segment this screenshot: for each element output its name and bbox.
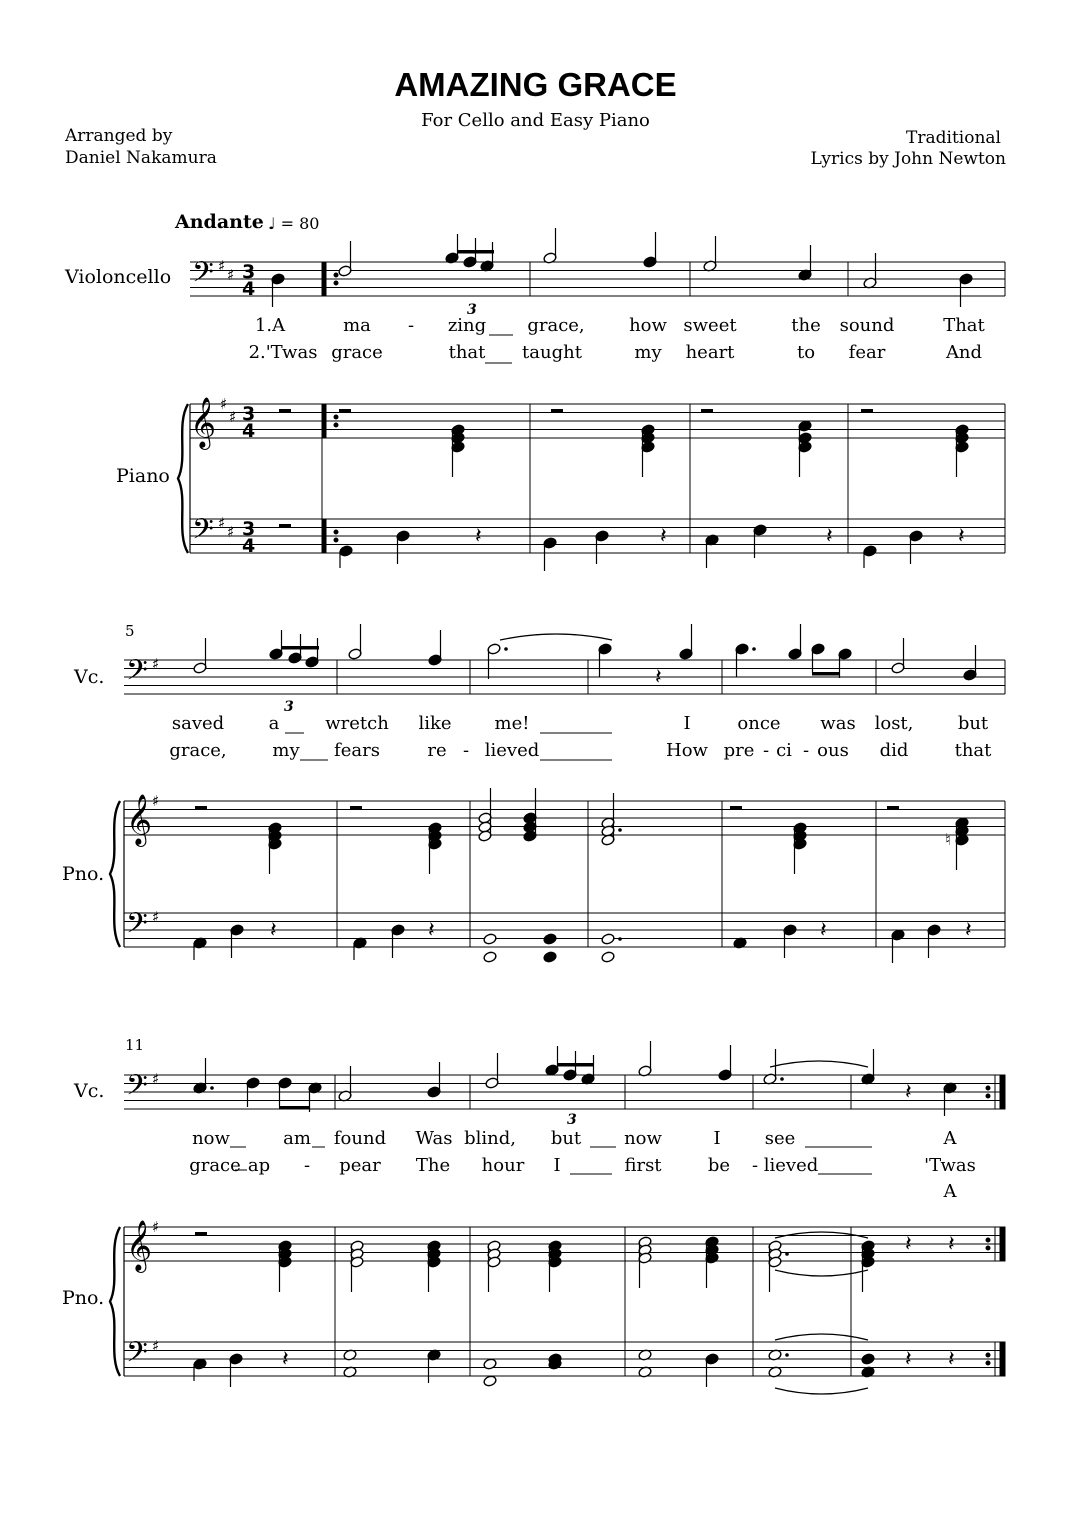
lyric-syllable: I — [553, 1155, 561, 1176]
lyric-syllable: - — [762, 740, 770, 761]
lyric-syllable: - — [407, 315, 415, 336]
lyric-syllable: a — [268, 713, 280, 734]
tuplet-number: 3 — [467, 302, 477, 318]
augmentation-dot — [618, 937, 622, 941]
sharp-icon: ♯ — [220, 395, 228, 413]
lyric-syllable: - — [303, 1155, 311, 1176]
time-signature-numerator: 3 — [242, 403, 256, 425]
lyric-syllable: that — [448, 342, 486, 363]
tuplet-number: 3 — [284, 699, 294, 715]
quarter-rest-icon: 𝄽 — [905, 1347, 912, 1372]
half-rest-icon — [195, 1232, 207, 1236]
repeat-dot — [986, 1361, 990, 1365]
repeat-dot — [986, 1094, 990, 1098]
tie — [770, 1061, 868, 1067]
notes — [193, 228, 977, 1387]
notehead — [543, 933, 557, 945]
lyric-syllable: Was — [415, 1128, 453, 1149]
time-signature-denominator: 4 — [242, 278, 256, 300]
notehead — [863, 545, 877, 557]
half-rest-icon — [730, 806, 742, 810]
repeat-dot — [334, 538, 338, 542]
lyric-syllable: sweet — [683, 315, 737, 336]
treble-clef-icon: 𝄞 — [126, 1220, 153, 1271]
lyric-syllable: once — [737, 713, 781, 734]
staff-lines — [124, 262, 1005, 1376]
repeat-dot — [986, 1086, 990, 1090]
bass-clef-icon: 𝄢 — [192, 256, 214, 296]
quarter-rest-icon: 𝄽 — [905, 1232, 912, 1257]
lyric-syllable: ma — [343, 315, 371, 336]
sharp-icon: ♯ — [152, 1070, 160, 1088]
lyric-syllable: zing — [447, 315, 487, 336]
lyric-syllable: me! — [494, 713, 530, 734]
measure-number-11: 11 — [125, 1036, 145, 1054]
notehead — [601, 951, 615, 963]
quarter-rest-icon: 𝄽 — [965, 918, 972, 943]
lyric-syllable: 'Twas — [924, 1155, 976, 1176]
quarter-rest-icon: 𝄽 — [948, 1232, 955, 1257]
lyric-syllable: did — [879, 740, 909, 761]
lyric-syllable: grace — [331, 342, 383, 363]
page-title: AMAZING GRACE — [394, 66, 677, 103]
lyric-syllable: but — [957, 713, 989, 734]
augmentation-dot — [210, 1086, 214, 1090]
lyric-syllable: lost, — [874, 713, 914, 734]
bass-clef-icon: 𝄢 — [192, 513, 214, 553]
sharp-icon: ♯ — [152, 908, 160, 926]
augmentation-dot — [618, 828, 622, 832]
notehead — [861, 1353, 875, 1365]
sharp-icon: ♯ — [152, 792, 160, 810]
lyric-syllable: 2.'Twas — [248, 342, 318, 363]
lyric-syllable: like — [418, 713, 452, 734]
lyric-syllable: lieved — [484, 740, 540, 761]
lyric-syllable: How — [666, 740, 708, 761]
key-signatures — [152, 257, 951, 1355]
arranger-name: Daniel Nakamura — [65, 148, 217, 168]
instrument-name-piano: Piano — [116, 465, 170, 487]
lyric-syllable: blind, — [464, 1128, 516, 1149]
page-subtitle: For Cello and Easy Piano — [421, 110, 650, 131]
lyric-syllable: I — [683, 713, 691, 734]
treble-clef-icon: 𝄞 — [190, 397, 217, 448]
tie — [775, 1270, 868, 1276]
quarter-rest-icon: 𝄽 — [660, 524, 667, 549]
half-rest-icon — [701, 409, 713, 413]
half-rest-icon — [861, 409, 873, 413]
half-rest-icon — [279, 409, 291, 413]
quarter-rest-icon: 𝄽 — [948, 1347, 955, 1372]
lyric-syllable: The — [415, 1155, 451, 1176]
repeat-dot — [986, 1238, 990, 1242]
slurs-ties-rests — [195, 409, 972, 1394]
instrument-short-cello-3: Vc. — [74, 1080, 105, 1102]
sharp-icon: ♯ — [229, 408, 237, 426]
lyric-syllable: my — [634, 342, 662, 363]
natural-sign-icon: ♮ — [945, 830, 951, 849]
lyric-syllable: heart — [685, 342, 735, 363]
lyric-syllable: And — [945, 342, 983, 363]
bass-clef-icon: 𝄢 — [126, 654, 148, 694]
quarter-rest-icon: 𝄽 — [270, 918, 277, 943]
lyric-syllable: first — [624, 1155, 662, 1176]
quarter-rest-icon: 𝄽 — [428, 918, 435, 943]
repeat-end-thick-barline — [1000, 1342, 1005, 1376]
lyric-syllable: the — [791, 315, 821, 336]
repeat-end-thick-barline — [1000, 1227, 1005, 1261]
sharp-icon: ♯ — [227, 523, 235, 541]
lyric-syllable: A — [943, 1181, 957, 1202]
arranger-label: Arranged by — [65, 126, 173, 146]
beam — [557, 1063, 594, 1067]
bass-clef-icon: 𝄢 — [126, 1336, 148, 1376]
piano-brace — [110, 1227, 120, 1376]
instrument-short-piano-2: Pno. — [62, 863, 105, 885]
lyric-syllable: saved — [171, 713, 225, 734]
lyric-syllable: pear — [339, 1155, 381, 1176]
quarter-rest-icon: 𝄽 — [820, 918, 827, 943]
lyric-syllable: now — [192, 1128, 230, 1149]
augmentation-dot — [504, 647, 508, 651]
tempo-text: Andante — [175, 211, 264, 233]
lyric-syllable: taught — [522, 342, 582, 363]
lyric-syllable: hour — [481, 1155, 525, 1176]
lyric-syllable: found — [333, 1128, 387, 1149]
lyric-syllable: wretch — [325, 713, 389, 734]
lyric-syllable: grace — [189, 1155, 241, 1176]
piano-brace — [110, 801, 120, 947]
half-rest-icon — [279, 524, 291, 528]
quarter-rest-icon: 𝄽 — [826, 524, 833, 549]
time-signature-numerator: 3 — [242, 518, 256, 540]
lyric-syllable: That — [943, 315, 985, 336]
quarter-rest-icon: 𝄽 — [475, 524, 482, 549]
repeat-dot — [986, 1246, 990, 1250]
lyric-syllable: be — [707, 1155, 731, 1176]
lyric-syllable: fears — [334, 740, 380, 761]
time-signature-numerator: 3 — [242, 261, 256, 283]
sharp-icon: ♯ — [152, 1337, 160, 1355]
measure-number-5: 5 — [125, 622, 135, 640]
time-signature-denominator: 4 — [242, 420, 256, 442]
repeat-dot — [334, 281, 338, 285]
bass-clef-icon: 𝄢 — [126, 1069, 148, 1109]
lyric-syllable: that — [954, 740, 992, 761]
half-rest-icon — [195, 806, 207, 810]
tie — [775, 1334, 868, 1340]
quarter-rest-icon: 𝄽 — [655, 665, 662, 690]
repeat-dot — [334, 273, 338, 277]
repeat-dot — [334, 415, 338, 419]
time-signatures — [242, 261, 255, 557]
sharp-icon: ♯ — [152, 1218, 160, 1236]
lyric-syllable: my — [272, 740, 300, 761]
tuplet-number: 3 — [567, 1112, 577, 1128]
notehead — [483, 1375, 497, 1387]
quarter-rest-icon: 𝄽 — [905, 1080, 912, 1105]
piano-brace — [178, 404, 188, 553]
sharp-icon: ♯ — [152, 655, 160, 673]
notehead — [483, 933, 497, 945]
augmentation-dot — [785, 1252, 789, 1256]
lyric-syllable: ap — [247, 1155, 271, 1176]
lyric-extenders — [230, 335, 872, 1174]
repeat-thick-barline — [322, 519, 326, 553]
half-rest-icon — [339, 409, 351, 413]
tempo-metronome-mark: ♩ = 80 — [268, 214, 320, 233]
augmentation-dot — [752, 647, 756, 651]
quarter-rest-icon: 𝄽 — [958, 524, 965, 549]
lyric-syllable: ci — [776, 740, 792, 761]
lyricist-credit: Lyrics by John Newton — [810, 149, 1006, 169]
lyric-syllable: see — [764, 1128, 796, 1149]
half-rest-icon — [551, 409, 563, 413]
tie — [775, 1388, 868, 1394]
beam — [281, 646, 319, 650]
lyric-syllable: was — [820, 713, 856, 734]
clefs — [126, 256, 216, 1376]
repeat-thick-barline — [322, 404, 326, 438]
lyric-syllable: am — [283, 1128, 311, 1149]
beam — [279, 1106, 309, 1110]
instrument-short-cello-2: Vc. — [74, 666, 105, 688]
lyric-syllable: 1.A — [254, 315, 286, 336]
lyric-syllable: ous — [817, 740, 849, 761]
augmentation-dot — [780, 1077, 784, 1081]
lyric-syllable: now — [624, 1128, 662, 1149]
augmentation-dot — [785, 1353, 789, 1357]
lyric-syllable: - — [802, 740, 810, 761]
instrument-short-piano-3: Pno. — [62, 1287, 105, 1309]
lyric-syllable: grace, — [527, 315, 585, 336]
lyric-syllable: fear — [848, 342, 886, 363]
lyric-syllable: to — [796, 342, 816, 363]
lyric-syllable: pre — [723, 740, 755, 761]
lyric-syllable: lieved — [763, 1155, 819, 1176]
lyric-syllable: re — [427, 740, 447, 761]
treble-clef-icon: 𝄞 — [126, 794, 153, 845]
composer-label: Traditional — [906, 128, 1001, 148]
repeat-dot — [334, 530, 338, 534]
sharp-icon: ♯ — [227, 266, 235, 284]
notehead — [543, 951, 557, 963]
instrument-name-cello: Violoncello — [65, 266, 172, 288]
time-signature-denominator: 4 — [242, 535, 256, 557]
notehead — [193, 1358, 207, 1370]
repeat-end-thick-barline — [1000, 1075, 1005, 1109]
lyric-syllable: sound — [839, 315, 895, 336]
notehead — [483, 951, 497, 963]
sharp-icon: ♯ — [218, 514, 226, 532]
quarter-rest-icon: 𝄽 — [282, 1347, 289, 1372]
half-rest-icon — [350, 806, 362, 810]
lyric-syllable: A — [943, 1128, 957, 1149]
lyric-syllable: - — [751, 1155, 759, 1176]
lyric-syllable: I — [713, 1128, 721, 1149]
beam — [812, 672, 840, 676]
beam — [457, 250, 494, 254]
repeat-dot — [986, 1353, 990, 1357]
tie — [500, 634, 612, 640]
lyric-syllable: grace, — [169, 740, 227, 761]
bass-clef-icon: 𝄢 — [126, 907, 148, 947]
sharp-icon: ♯ — [218, 257, 226, 275]
lyric-syllable: - — [462, 740, 470, 761]
lyric-syllable: how — [629, 315, 667, 336]
lyric-syllable: but — [550, 1128, 582, 1149]
half-rest-icon — [887, 806, 899, 810]
repeat-thick-barline — [322, 262, 326, 296]
repeat-dot — [334, 423, 338, 427]
notehead — [339, 545, 353, 557]
notehead — [483, 1358, 497, 1370]
notehead — [601, 933, 615, 945]
